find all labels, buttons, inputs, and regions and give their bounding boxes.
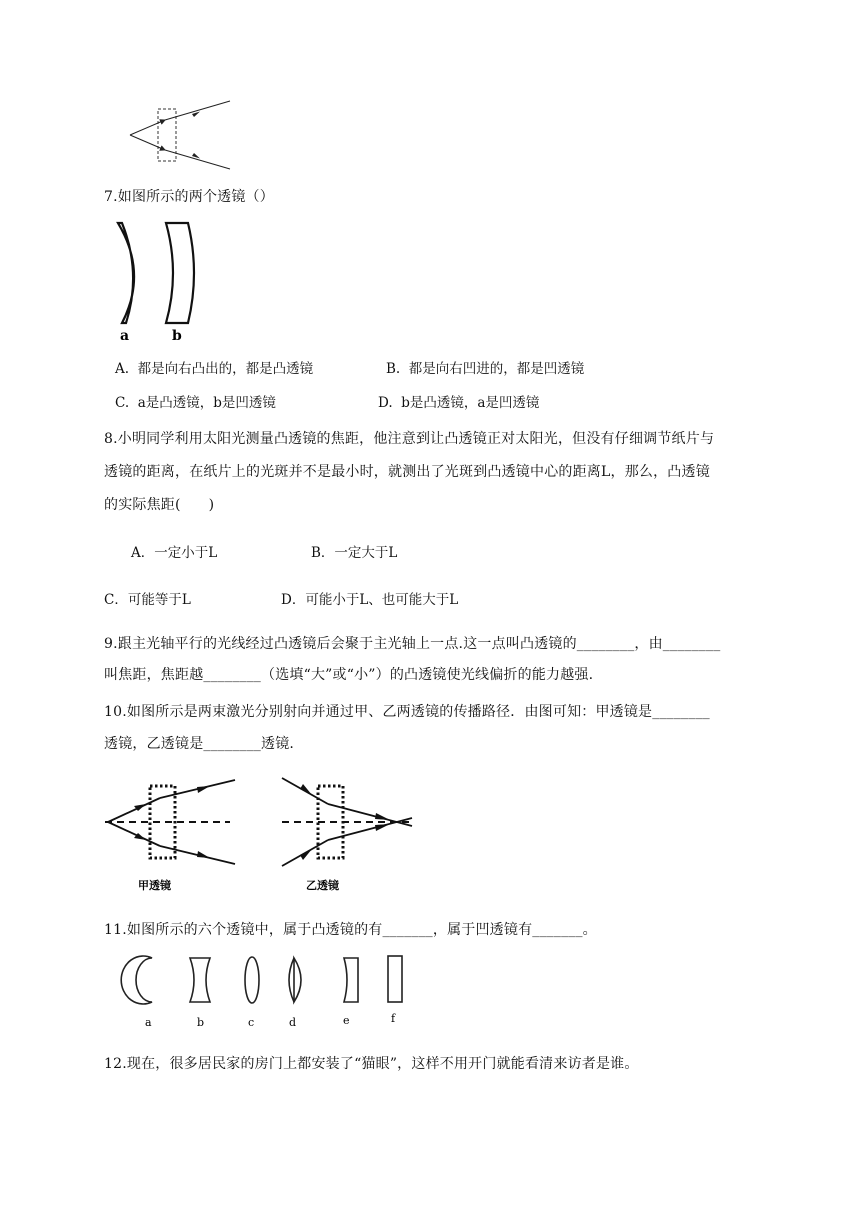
q10-label-jia: 甲透镜 [138, 879, 171, 892]
q11-label-a: a [145, 1016, 152, 1029]
q7-label-a: a [120, 328, 130, 343]
q11-label-c: c [248, 1016, 255, 1029]
q7-label-b: b [172, 328, 182, 343]
q9-line-2: 叫焦距，焦距越________（选填“大”或“小”）的凸透镜使光线偏折的能力越强. [104, 667, 594, 683]
q11-label-d: d [289, 1016, 297, 1029]
q10-label-yi: 乙透镜 [306, 879, 339, 892]
q8-line-3: 的实际焦距( ) [104, 497, 215, 513]
q11-lenses-figure [118, 952, 418, 1034]
q9-line-1: 9.跟主光轴平行的光线经过凸透镜后会聚于主光轴上一点.这一点叫凸透镜的________，由________ [104, 636, 721, 652]
q11-stem: 11.如图所示的六个透镜中，属于凸透镜的有_______，属于凹透镜有_______。 [104, 922, 597, 938]
diverging-lens-figure [120, 95, 240, 175]
q11-label-f: f [391, 1012, 396, 1025]
q10-line-1: 10.如图所示是两束激光分别射向并通过甲、乙两透镜的传播路径．由图可知：甲透镜是________ [104, 704, 710, 720]
q8-option-c: C．可能等于L [104, 592, 191, 608]
q12-stem: 12.现在，很多居民家的房门上都安装了“猫眼”，这样不用开门就能看清来访者是谁。 [104, 1056, 639, 1072]
q7-option-c: C. a是凸透镜，b是凹透镜 [115, 395, 276, 411]
q8-option-d: D．可能小于L、也可能大于L [281, 592, 459, 608]
q10-line-2: 透镜，乙透镜是________透镜. [104, 736, 295, 752]
q11-label-b: b [197, 1016, 205, 1029]
q7-option-d: D. b是凸透镜，a是凹透镜 [378, 395, 540, 411]
q8-line-1: 8.小明同学利用太阳光测量凸透镜的焦距，他注意到让凸透镜正对太阳光，但没有仔细调节纸片与 [104, 431, 715, 447]
q8-option-b: B．一定大于L [311, 545, 398, 561]
q7-lens-figure [108, 218, 208, 343]
q8-option-a: A．一定小于L [131, 545, 218, 561]
q8-line-2: 透镜的距离，在纸片上的光斑并不是最小时，就测出了光斑到凸透镜中心的距离L，那么，凸透镜 [104, 464, 710, 480]
q11-label-e: e [343, 1014, 350, 1027]
q7-stem: 7.如图所示的两个透镜（） [104, 189, 274, 205]
q7-option-a: A. 都是向右凸出的，都是凸透镜 [115, 361, 314, 377]
q7-option-b: B. 都是向右凹进的，都是凹透镜 [386, 361, 585, 377]
q10-laser-figure [100, 772, 430, 897]
